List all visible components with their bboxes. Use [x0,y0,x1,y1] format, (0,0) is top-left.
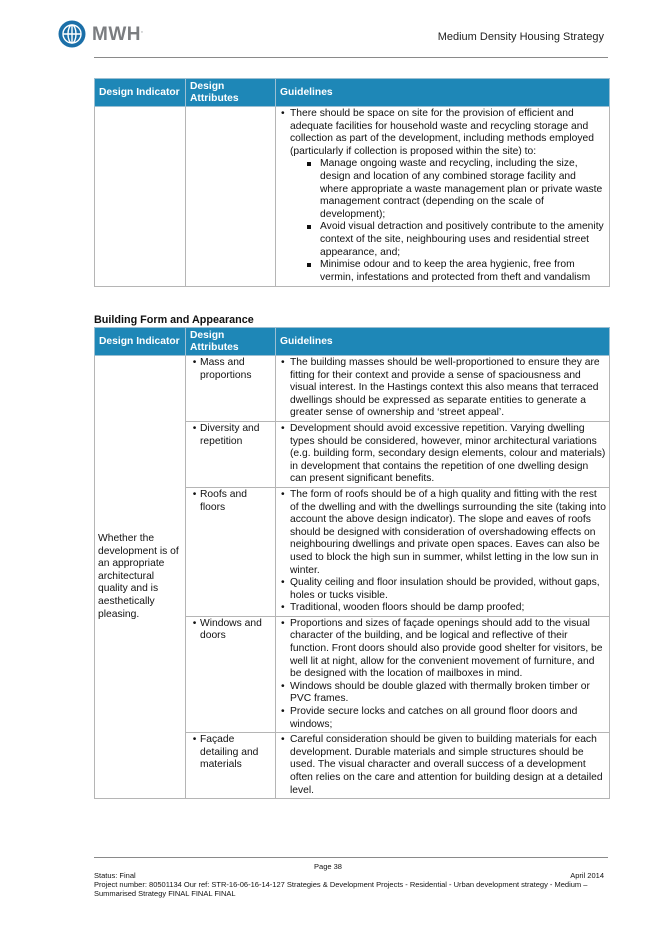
design-indicator-text: Whether the development is of an appropriate architectural quality and is aesthetically pleasing. [98,533,179,620]
guideline-item: • Development should avoid excessive repetition. Varying dwelling types should be considered, however, minor architectural variations (e.g. building form, secondary design elements, colour and materials) in development that contains the repetition of one dwelling design can present significant benefits. [279,423,606,486]
guidelines-cell [276,107,610,287]
indicator-cell-empty [95,107,186,287]
attribute-cell [186,421,276,487]
guideline-waste-intro: There should be space on site for the provision of efficient and adequate facilities for household waste and recycling storage and collection as part of the development, including methods employed (particularly if collection is proposed within the site) to: [290,108,594,157]
guidelines-cell [276,421,610,487]
guidelines-cell [276,356,610,422]
guidelines-cell [276,487,610,616]
attribute-cell [186,356,276,422]
header-design-indicator: Design Indicator [95,79,186,107]
guideline-item: • The building masses should be well-proportioned to ensure they are fitting for their context and provide a sense of spaciousness and visual interest. In the Hastings context this also means that terraced dwellings should be expressed as separate entities to generate a greater sense of ownership and ‘street appeal’. [279,357,606,420]
header-design-attributes: Design Attributes [186,79,276,107]
table-header-row [95,79,610,107]
footer-project-ref: Project number: 80501134 Our ref: STR-16-06-16-14-127 Strategies & Development Projects - Residential - Urban development strategy - Medium – Summarised Strategy FINAL FINAL FINAL [94,880,588,898]
header-divider [94,57,608,58]
header-design-attributes: Design Attributes [186,328,276,356]
brand-mark: . [140,27,144,35]
attribute-label: Diversity and repetition [200,422,260,447]
document-title: Medium Density Housing Strategy [437,31,604,43]
guideline-list [279,108,606,284]
guideline-item-waste [279,108,606,284]
attribute-label: Windows and doors [200,617,262,642]
guideline-item: • Provide secure locks and catches on all ground floor doors and windows; [279,706,606,731]
mwh-globe-icon [58,20,86,48]
header-guidelines: Guidelines [276,328,610,356]
attribute-label: Façade detailing and materials [200,734,259,771]
footer-date: April 2014 [570,871,604,880]
guideline-item: • Traditional, wooden floors should be damp proofed; [279,602,606,615]
waste-sub-item: Manage ongoing waste and recycling, including the size, design and location of any combined storage facility and where appropriate a waste management plan or private waste management contract (depending on the scale of development); [290,158,606,221]
attributes-cell-empty [186,107,276,287]
guideline-item: • The form of roofs should be of a high quality and fitting with the rest of the dwelling and with the dwellings surrounding the site (taking into account the above design indicator). The slope and eaves of roofs should be designed with consideration of overshadowing effects on neighbouring dwellings and private open spaces. Eaves can also be used to block the high sun in summer, whilst letting in the low sun in winter. [279,489,606,577]
header-design-indicator: Design Indicator [95,328,186,356]
guidelines-cell [276,616,610,732]
footer-divider [94,857,608,858]
bullet-icon: • [192,357,197,368]
continuation-table [94,78,610,287]
waste-sub-item: Minimise odour and to keep the area hygienic, free from vermin, infestations and protected from theft and vandalism [290,259,606,284]
guideline-item: • Careful consideration should be given to building materials for each development. Durable materials and simple structures should be used. The visual character and overall success of a development often relies on the care and attention for building design at a detailed level. [279,734,606,797]
attribute-cell [186,616,276,732]
page-number: Page 38 [314,862,342,871]
bullet-icon: • [192,488,197,500]
guidelines-cell [276,733,610,799]
attribute-label: Roofs and floors [200,488,247,513]
design-indicator-cell [95,356,186,799]
attribute-cell [186,487,276,616]
guideline-item: • Windows should be double glazed with thermally broken timber or PVC frames. [279,681,606,706]
attribute-cell [186,733,276,799]
table-row [95,107,610,287]
guideline-item: • Quality ceiling and floor insulation should be provided, without gaps, holes or tucks visible. [279,577,606,602]
section-title: Building Form and Appearance [94,314,254,326]
guideline-item: • Proportions and sizes of façade openings should add to the visual character of the building, and be logical and reflective of their function. Front doors should also provide good shelter for visitors, be well lit at night, allow for the convenient movement of furniture, and be designed with the location of mailboxes in mind. [279,618,606,681]
bullet-icon: • [192,422,197,434]
page-header [0,0,656,60]
table-header-row [95,328,610,356]
brand-logo [92,24,143,46]
building-form-table [94,327,610,799]
table-row [95,356,610,422]
header-guidelines: Guidelines [276,79,610,107]
waste-sub-list [290,158,606,284]
bullet-icon: • [192,734,197,746]
waste-sub-item: Avoid visual detraction and positively contribute to the amenity context of the site, neighbouring uses and residential street appearance, and; [290,221,606,259]
brand-name: MWH [92,24,141,45]
attribute-label: Mass and proportions [200,357,252,381]
footer-status: Status: Final [94,871,136,880]
bullet-icon: • [192,617,197,629]
